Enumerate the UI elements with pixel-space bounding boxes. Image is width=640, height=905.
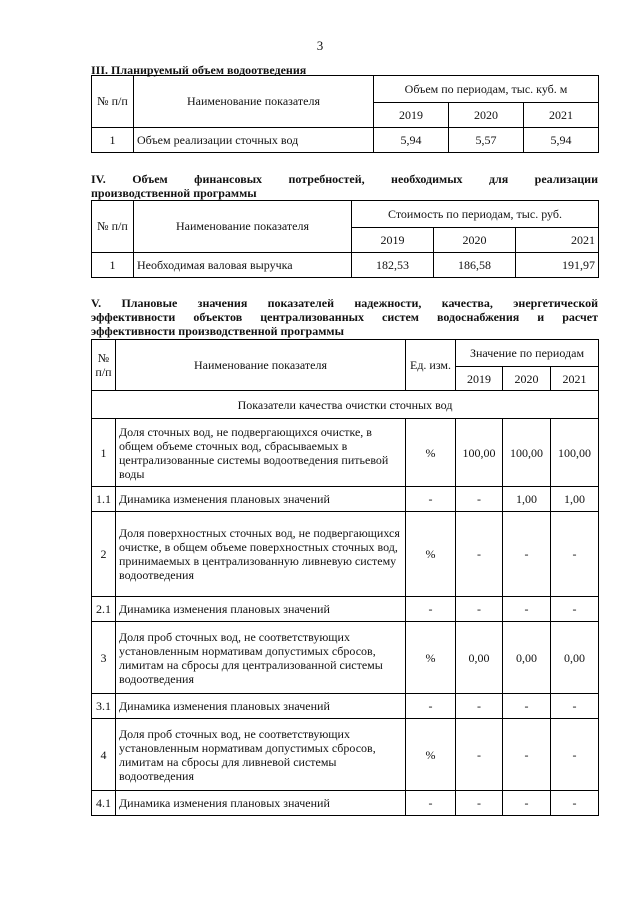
- row-value-2020: -: [503, 694, 551, 719]
- row-value-2020: 1,00: [503, 487, 551, 512]
- page-number: 3: [316, 38, 324, 53]
- row-unit: %: [406, 719, 456, 791]
- table-row: [92, 253, 599, 278]
- col-header-name: Наименование показателя: [134, 76, 374, 128]
- row-num: 3.1: [92, 694, 116, 719]
- row-num: 2.1: [92, 597, 116, 622]
- col-header-unit: Ед. изм.: [406, 340, 456, 391]
- row-name: Объем реализации сточных вод: [134, 128, 374, 153]
- row-unit: %: [406, 419, 456, 487]
- col-header-period-group: Объем по периодам, тыс. куб. м: [374, 76, 599, 103]
- col-header-year: 2020: [434, 228, 516, 253]
- col-header-year: 2020: [449, 103, 524, 128]
- row-value-2019: 100,00: [456, 419, 503, 487]
- row-value-2021: 5,94: [524, 128, 599, 153]
- col-header-num: № п/п: [92, 340, 116, 391]
- section-5-title-line: V. Плановые значения показателей надежности, качества, энергетической: [91, 296, 598, 310]
- row-value-2019: -: [456, 597, 503, 622]
- row-name: Динамика изменения плановых значений: [116, 791, 406, 816]
- col-header-year: 2019: [456, 367, 503, 391]
- row-value-2019: -: [456, 791, 503, 816]
- row-unit: -: [406, 487, 456, 512]
- table-row: [92, 694, 599, 719]
- table-row: [92, 487, 599, 512]
- row-value-2021: -: [551, 694, 599, 719]
- col-header-year: 2019: [352, 228, 434, 253]
- row-num: 3: [92, 622, 116, 694]
- row-value-2019: -: [456, 694, 503, 719]
- col-header-period-group: Стоимость по периодам, тыс. руб.: [352, 201, 599, 228]
- row-value-2021: -: [551, 597, 599, 622]
- table-row: [92, 128, 599, 153]
- row-value-2020: -: [503, 791, 551, 816]
- row-value-2021: 100,00: [551, 419, 599, 487]
- row-name: Доля проб сточных вод, не соответствующих установленным нормативам допустимых сбросов, лимитам на сбросы для централизованной системы водоотведения: [116, 622, 406, 694]
- row-name: Доля поверхностных сточных вод, не подвергающихся очистке, в общем объеме поверхностных сточных вод, принимаемых в централизованную ливневую систему водоотведения: [116, 512, 406, 597]
- row-value-2021: -: [551, 791, 599, 816]
- row-value-2021: 0,00: [551, 622, 599, 694]
- row-value-2020: -: [503, 597, 551, 622]
- row-value-2020: -: [503, 719, 551, 791]
- row-value-2019: -: [456, 487, 503, 512]
- row-value-2020: 5,57: [449, 128, 524, 153]
- row-value-2021: 1,00: [551, 487, 599, 512]
- row-num: 1: [92, 253, 134, 278]
- row-name: Динамика изменения плановых значений: [116, 694, 406, 719]
- col-header-year: 2021: [551, 367, 599, 391]
- col-header-year: 2021: [524, 103, 599, 128]
- section-subheader: Показатели качества очистки сточных вод: [92, 391, 599, 419]
- row-num: 1: [92, 128, 134, 153]
- row-num: 2: [92, 512, 116, 597]
- section-4-title-line: IV. Объем финансовых потребностей, необходимых для реализации: [91, 172, 598, 186]
- table-row: [92, 791, 599, 816]
- row-value-2019: 182,53: [352, 253, 434, 278]
- row-unit: %: [406, 622, 456, 694]
- table-row: [92, 512, 599, 597]
- row-value-2020: 0,00: [503, 622, 551, 694]
- row-num: 1.1: [92, 487, 116, 512]
- section-5-title-line: эффективности производственной программы: [91, 324, 344, 338]
- section-5-title: [91, 296, 598, 338]
- row-name: Необходимая валовая выручка: [134, 253, 352, 278]
- col-header-year: 2019: [374, 103, 449, 128]
- table-row: [92, 419, 599, 487]
- section-3-title: III. Планируемый объем водоотведения: [91, 63, 307, 77]
- table-row: [92, 597, 599, 622]
- row-unit: %: [406, 512, 456, 597]
- col-header-year: 2020: [503, 367, 551, 391]
- row-unit: -: [406, 597, 456, 622]
- row-value-2020: -: [503, 512, 551, 597]
- row-name: Динамика изменения плановых значений: [116, 597, 406, 622]
- section-4-title-line: производственной программы: [91, 186, 257, 200]
- section-3-table: [91, 75, 599, 153]
- section-4-title: [91, 172, 598, 200]
- row-name: Динамика изменения плановых значений: [116, 487, 406, 512]
- col-header-name: Наименование показателя: [116, 340, 406, 391]
- row-value-2019: -: [456, 512, 503, 597]
- section-5-title-line: эффективности объектов централизованных систем водоснабжения и расчет: [91, 310, 598, 324]
- section-4-table: [91, 200, 599, 278]
- row-value-2020: 186,58: [434, 253, 516, 278]
- row-name: Доля проб сточных вод, не соответствующих установленным нормативам допустимых сбросов, лимитам на сбросы для ливневой системы водоотведения: [116, 719, 406, 791]
- col-header-num: № п/п: [92, 76, 134, 128]
- col-header-period-group: Значение по периодам: [456, 340, 599, 367]
- row-unit: -: [406, 791, 456, 816]
- row-num: 4: [92, 719, 116, 791]
- section-5-table: [91, 339, 599, 816]
- col-header-name: Наименование показателя: [134, 201, 352, 253]
- row-value-2019: -: [456, 719, 503, 791]
- row-unit: -: [406, 694, 456, 719]
- row-value-2021: -: [551, 719, 599, 791]
- row-num: 1: [92, 419, 116, 487]
- table-row: [92, 622, 599, 694]
- row-value-2021: -: [551, 512, 599, 597]
- col-header-year: 2021: [516, 228, 599, 253]
- row-value-2019: 5,94: [374, 128, 449, 153]
- row-value-2020: 100,00: [503, 419, 551, 487]
- row-num: 4.1: [92, 791, 116, 816]
- col-header-num: № п/п: [92, 201, 134, 253]
- row-value-2021: 191,97: [516, 253, 599, 278]
- row-name: Доля сточных вод, не подвергающихся очистке, в общем объеме сточных вод, сбрасываемых в централизованные системы водоотведения питьевой воды: [116, 419, 406, 487]
- row-value-2019: 0,00: [456, 622, 503, 694]
- table-row: [92, 719, 599, 791]
